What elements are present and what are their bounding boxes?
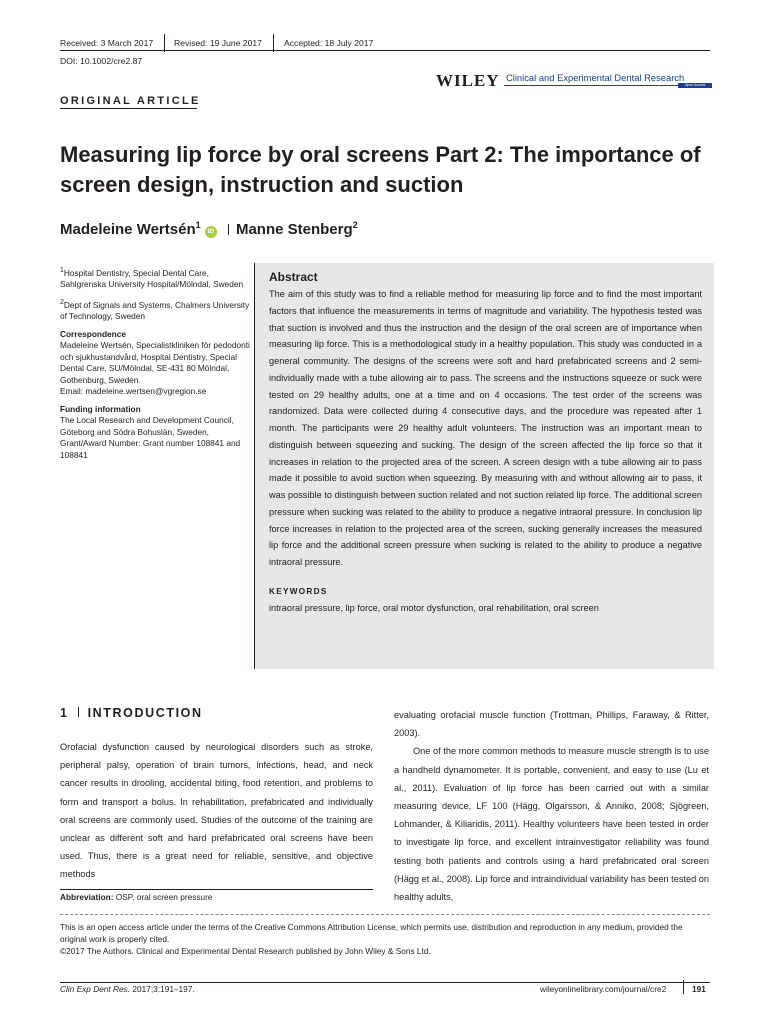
affiliation-number: 1 — [60, 267, 64, 274]
section-heading — [60, 706, 203, 720]
abstract-text: The aim of this study was to find a reliable method for measuring lip force and to find the most important factors that influence the measurements in terms of magnitude and variability. The hypothesis tested was that suction is involved and thus the instruction and the design of the oral screen are of importance when measuring lip force. This is a methodological study in a healthy population. This study was conducted in a general community. The designs of the screens were soft and hard prefabricated screens and 2 semi-individually made with a tube allowing air to pass. The screens and the instructions squeeze or suck were tested on 29 healthy adults, one at a time and on 4 occasions. The test order of the screens was randomized. Data were collected during 4 consecutive days, and the procedure was repeated after 1 month. The participants were 29 healthy adult volunteers. The instruction was an important mean to distinguish between squeezing and sucking. The design of the screen affected the lip force so that it increases in relation to the projected area of the screen. A screen design with a tube allowing air to pass made it possible to avoid suction when squeezing. By measuring with and without allowing air to pass, it was possible to distinguish between suction related and not suction related lip force. The additional screen pressure when sucking was related to the ability to produce a negative intraoral pressure. In conclusion lip force increases in relation to the projected area of the screen, sucking generally increases the measured lip force and the additional screen pressure when sucking is related to the ability to produce a negative intraoral pressure. — [269, 289, 702, 567]
citation-details: 2017;3:191–197. — [132, 984, 195, 994]
affiliation-text: Dept of Signals and Systems, Chalmers University of Technology, Sweden — [60, 299, 250, 322]
body-column-right — [394, 706, 709, 906]
revised-date: Revised: 19 June 2017 — [174, 38, 262, 48]
body-column-left — [60, 738, 373, 884]
author-name[interactable]: Madeleine Wertsén — [60, 221, 196, 238]
author-affiliation-mark: 1 — [195, 220, 201, 230]
accepted-date: Accepted: 18 July 2017 — [284, 38, 374, 48]
footer-url[interactable]: wileyonlinelibrary.com/journal/cre2 — [540, 984, 667, 994]
body-paragraph: Orofacial dysfunction caused by neurological disorders such as stroke, peripheral palsy, operation of brain tumors, infections, head, and neck cancer results in drooling, accidental biting, food retention, and problems to form and transport a bolus. In rehabilitation, prefabricated and individually oral screens are commonly used. Studies of the outcome of the training are unclear as different soft and hard prefabricated oral screens have been used. Thus, there is a great need for reliable, sensitive, and objective methods — [60, 742, 373, 880]
funding-heading: Funding information — [60, 403, 141, 414]
affiliation-block — [60, 265, 250, 461]
license-text: This is an open access article under the terms of the Creative Commons Attribution License, which permits use, distribution and reproduction in any medium, provided the original work is properly cited. — [60, 922, 683, 944]
journal-name: Clinical and Experimental Dental Research — [506, 72, 685, 83]
article-title: Measuring lip force by oral screens Part 2: The importance of screen design, instruction and suction — [60, 142, 701, 197]
affiliation-2 — [60, 297, 250, 323]
funding-text: The Local Research and Development Council, Göteborg and Södra Bohuslän, Sweden, Grant/Award Number: Grant number 108841 and 108841 — [60, 415, 241, 460]
body-paragraph: One of the more common methods to measure muscle strength is to use a handheld dynamometer. It is portable, convenient, and easy to use (Lu et al., 2011). Evaluation of lip force has been carried out with a similar measuring device, LF 100 (Hägg, Olgarsson, & Anniko, 2008; Sjögreen, Lohmander, & Kiliaridis, 2011). Healthy volunteers have been tested in order to investigate lip force, and excellent intrainvestigator reliability was found testing both patients and controls using a hard prefabricated oral screen (Hägg et al., 2008). Lip force and intraindividual variability has been tested on healthy adults, — [394, 746, 709, 903]
affiliation-1 — [60, 265, 250, 291]
article-type-underline — [60, 108, 197, 109]
section-divider — [78, 707, 79, 717]
author-list — [60, 220, 358, 238]
abbreviation-footnote — [60, 889, 373, 902]
orcid-icon[interactable]: iD — [205, 226, 217, 238]
citation-journal: Clin Exp Dent Res. — [60, 984, 131, 994]
footer-rule — [60, 982, 710, 983]
open-access-badge: Open Access — [678, 83, 712, 88]
section-title: INTRODUCTION — [87, 706, 203, 720]
keywords-heading: KEYWORDS — [269, 586, 328, 596]
article-type: ORIGINAL ARTICLE — [60, 95, 201, 107]
abstract-heading: Abstract — [269, 270, 318, 284]
author-affiliation-mark: 2 — [352, 220, 358, 230]
license-separator — [60, 914, 710, 915]
footer-citation — [60, 984, 195, 994]
doi[interactable]: DOI: 10.1002/cre2.87 — [60, 56, 143, 66]
abbreviation-label: Abbreviation: — [60, 892, 114, 902]
correspondence-email[interactable]: Email: madeleine.wertsen@vgregion.se — [60, 386, 207, 397]
affiliation-number: 2 — [60, 298, 64, 306]
license-block — [60, 921, 710, 957]
abbreviation-text: OSP, oral screen pressure — [115, 892, 213, 902]
affiliation-text: Hospital Dentistry, Special Dental Care, Sahlgrenska University Hospital/Mölndal, Sweden — [60, 267, 244, 290]
received-date: Received: 3 March 2017 — [60, 38, 154, 48]
wiley-logo: WILEY — [436, 71, 500, 90]
abstract-box — [254, 263, 714, 669]
page-number: 191 — [692, 984, 706, 994]
author-name[interactable]: Manne Stenberg — [235, 221, 353, 238]
body-paragraph: evaluating orofacial muscle function (Trottman, Phillips, Faraway, & Ritter, 2003). — [394, 710, 709, 739]
footer-divider — [683, 980, 684, 994]
section-number: 1 — [60, 706, 69, 720]
keywords-list: intraoral pressure, lip force, oral motor dysfunction, oral rehabilitation, oral screen — [269, 602, 599, 613]
copyright-text: ©2017 The Authors. Clinical and Experimental Dental Research published by John Wiley & Sons Ltd. — [60, 946, 431, 956]
correspondence-heading: Correspondence — [60, 328, 126, 339]
correspondence-text: Madeleine Wertsén, Specialistkliniken för pedodonti och sjukhustandvård, Hospital Dentistry, Special Dental Care, SU/Mölndal, SE-431 80 Mölndal, Gothenburg, Sweden. — [60, 340, 250, 385]
header-rule — [60, 50, 710, 51]
author-divider — [228, 224, 229, 235]
journal-logo — [436, 70, 712, 92]
